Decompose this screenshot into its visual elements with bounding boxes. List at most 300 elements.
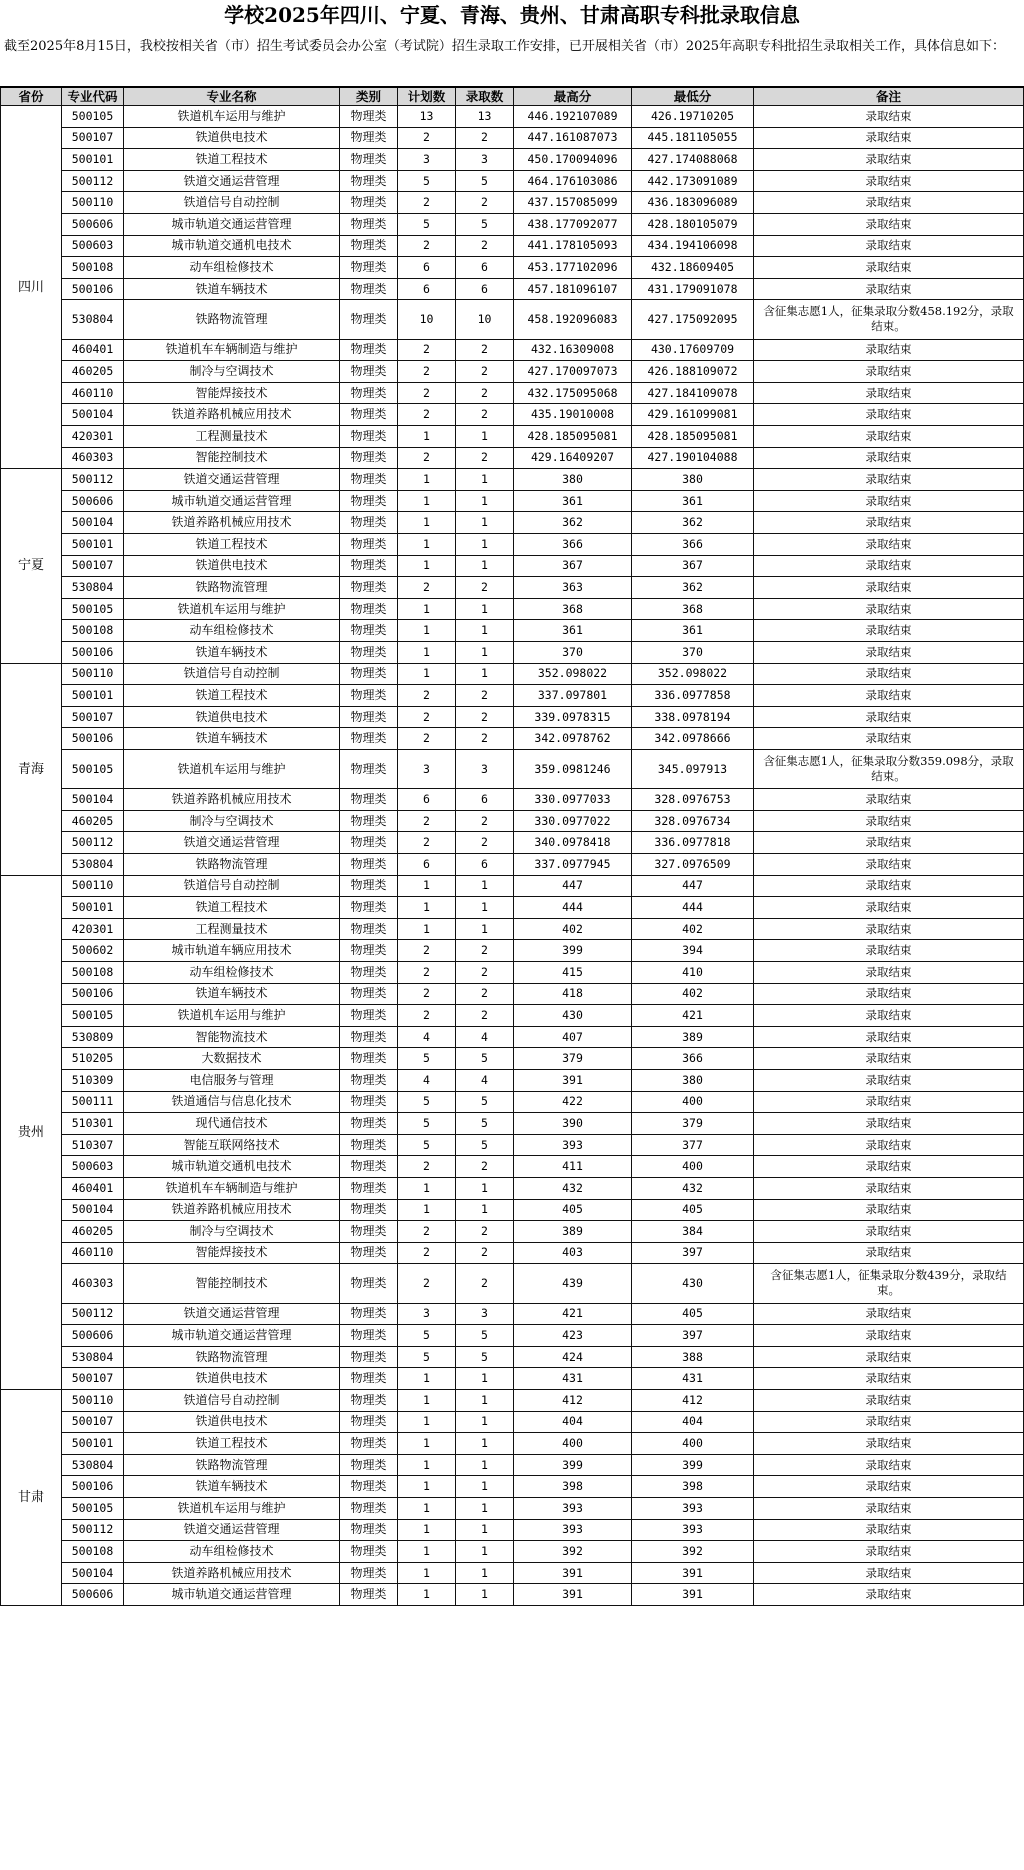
max-score-cell: 431 xyxy=(514,1368,632,1390)
category-cell: 物理类 xyxy=(340,1304,398,1326)
major-code-cell: 500112 xyxy=(62,171,124,193)
min-score-cell: 379 xyxy=(632,1113,754,1135)
major-code-cell: 500112 xyxy=(62,1520,124,1542)
plan-count-cell: 2 xyxy=(398,940,456,962)
max-score-cell: 453.177102096 xyxy=(514,257,632,279)
plan-count-cell: 2 xyxy=(398,811,456,833)
remark-cell: 录取结束 xyxy=(754,919,1024,941)
plan-count-cell: 1 xyxy=(398,897,456,919)
category-cell: 物理类 xyxy=(340,1200,398,1222)
admit-count-cell: 1 xyxy=(456,1584,514,1606)
major-code-cell: 500106 xyxy=(62,728,124,750)
category-cell: 物理类 xyxy=(340,664,398,686)
major-name-cell: 铁道工程技术 xyxy=(124,685,340,707)
major-code-cell: 510205 xyxy=(62,1048,124,1070)
category-cell: 物理类 xyxy=(340,832,398,854)
admit-count-cell: 2 xyxy=(456,1221,514,1243)
plan-count-cell: 1 xyxy=(398,876,456,898)
admit-count-cell: 3 xyxy=(456,750,514,789)
max-score-cell: 389 xyxy=(514,1221,632,1243)
major-name-cell: 现代通信技术 xyxy=(124,1113,340,1135)
plan-count-cell: 1 xyxy=(398,1390,456,1412)
max-score-cell: 447.161087073 xyxy=(514,128,632,150)
plan-count-cell: 5 xyxy=(398,1135,456,1157)
major-code-cell: 500105 xyxy=(62,750,124,789)
max-score-cell: 407 xyxy=(514,1027,632,1049)
major-code-cell: 500108 xyxy=(62,1541,124,1563)
admit-count-cell: 1 xyxy=(456,534,514,556)
major-name-cell: 铁道交通运营管理 xyxy=(124,832,340,854)
category-cell: 物理类 xyxy=(340,149,398,171)
remark-cell: 录取结束 xyxy=(754,1005,1024,1027)
remark-cell: 含征集志愿1人，征集录取分数458.192分，录取结束。 xyxy=(754,300,1024,339)
major-name-cell: 智能焊接技术 xyxy=(124,1243,340,1265)
max-score-cell: 391 xyxy=(514,1563,632,1585)
admit-count-cell: 2 xyxy=(456,984,514,1006)
category-cell: 物理类 xyxy=(340,426,398,448)
admit-count-cell: 2 xyxy=(456,1264,514,1303)
max-score-cell: 405 xyxy=(514,1200,632,1222)
remark-cell: 录取结束 xyxy=(754,1027,1024,1049)
category-cell: 物理类 xyxy=(340,577,398,599)
admit-count-cell: 1 xyxy=(456,919,514,941)
category-cell: 物理类 xyxy=(340,1563,398,1585)
plan-count-cell: 2 xyxy=(398,707,456,729)
major-code-cell: 500606 xyxy=(62,214,124,236)
category-cell: 物理类 xyxy=(340,1520,398,1542)
remark-cell: 录取结束 xyxy=(754,664,1024,686)
major-code-cell: 460110 xyxy=(62,383,124,405)
major-code-cell: 500106 xyxy=(62,642,124,664)
remark-cell: 录取结束 xyxy=(754,1243,1024,1265)
major-name-cell: 城市轨道交通运营管理 xyxy=(124,1325,340,1347)
category-cell: 物理类 xyxy=(340,707,398,729)
category-cell: 物理类 xyxy=(340,642,398,664)
admit-count-cell: 2 xyxy=(456,361,514,383)
major-name-cell: 铁道机车运用与维护 xyxy=(124,106,340,128)
major-code-cell: 500108 xyxy=(62,620,124,642)
max-score-cell: 437.157085099 xyxy=(514,192,632,214)
major-name-cell: 铁路物流管理 xyxy=(124,1455,340,1477)
category-cell: 物理类 xyxy=(340,1048,398,1070)
major-code-cell: 500107 xyxy=(62,707,124,729)
admission-table xyxy=(0,86,1024,1870)
remark-cell: 录取结束 xyxy=(754,171,1024,193)
max-score-cell: 359.0981246 xyxy=(514,750,632,789)
remark-cell: 录取结束 xyxy=(754,128,1024,150)
major-code-cell: 500107 xyxy=(62,1368,124,1390)
category-cell: 物理类 xyxy=(340,1476,398,1498)
major-code-cell: 510309 xyxy=(62,1070,124,1092)
admit-count-cell: 1 xyxy=(456,512,514,534)
remark-cell: 录取结束 xyxy=(754,1048,1024,1070)
plan-count-cell: 2 xyxy=(398,340,456,362)
max-score-cell: 435.19010008 xyxy=(514,404,632,426)
max-score-cell: 411 xyxy=(514,1156,632,1178)
major-code-cell: 530804 xyxy=(62,300,124,339)
admit-count-cell: 5 xyxy=(456,1325,514,1347)
remark-cell: 录取结束 xyxy=(754,599,1024,621)
remark-cell: 录取结束 xyxy=(754,1476,1024,1498)
plan-count-cell: 1 xyxy=(398,1520,456,1542)
intro-paragraph: 截至2025年8月15日，我校按相关省（市）招生考试委员会办公室（考试院）招生录取工作安排，已开展相关省（市）2025年高职专科批招生录取相关工作，具体信息如下： xyxy=(4,39,1005,54)
major-name-cell: 铁道机车运用与维护 xyxy=(124,599,340,621)
min-score-cell: 410 xyxy=(632,962,754,984)
min-score-cell: 427.174088068 xyxy=(632,149,754,171)
remark-cell: 录取结束 xyxy=(754,1520,1024,1542)
admit-count-cell: 1 xyxy=(456,1498,514,1520)
admit-count-cell: 1 xyxy=(456,491,514,513)
plan-count-cell: 1 xyxy=(398,469,456,491)
remark-cell: 录取结束 xyxy=(754,1092,1024,1114)
category-cell: 物理类 xyxy=(340,257,398,279)
admit-count-cell: 1 xyxy=(456,664,514,686)
max-score-cell: 368 xyxy=(514,599,632,621)
province-cell: 青海 xyxy=(0,664,62,876)
major-name-cell: 制冷与空调技术 xyxy=(124,811,340,833)
min-score-cell: 380 xyxy=(632,469,754,491)
min-score-cell: 370 xyxy=(632,642,754,664)
admit-count-cell: 6 xyxy=(456,279,514,301)
min-score-cell: 367 xyxy=(632,556,754,578)
plan-count-cell: 1 xyxy=(398,1563,456,1585)
min-score-cell: 400 xyxy=(632,1156,754,1178)
major-name-cell: 铁道供电技术 xyxy=(124,556,340,578)
plan-count-cell: 1 xyxy=(398,1455,456,1477)
admit-count-cell: 2 xyxy=(456,832,514,854)
category-cell: 物理类 xyxy=(340,750,398,789)
min-score-cell: 444 xyxy=(632,897,754,919)
admit-count-cell: 2 xyxy=(456,1005,514,1027)
max-score-cell: 399 xyxy=(514,940,632,962)
major-code-cell: 500105 xyxy=(62,1498,124,1520)
max-score-cell: 330.0977033 xyxy=(514,789,632,811)
plan-count-cell: 5 xyxy=(398,171,456,193)
major-name-cell: 铁道车辆技术 xyxy=(124,279,340,301)
column-header: 专业名称 xyxy=(124,88,340,106)
remark-cell: 录取结束 xyxy=(754,236,1024,258)
major-name-cell: 铁道供电技术 xyxy=(124,1412,340,1434)
category-cell: 物理类 xyxy=(340,1178,398,1200)
major-code-cell: 500104 xyxy=(62,1563,124,1585)
min-score-cell: 412 xyxy=(632,1390,754,1412)
plan-count-cell: 1 xyxy=(398,620,456,642)
min-score-cell: 328.0976753 xyxy=(632,789,754,811)
admit-count-cell: 1 xyxy=(456,897,514,919)
major-name-cell: 铁道养路机械应用技术 xyxy=(124,1200,340,1222)
plan-count-cell: 2 xyxy=(398,1005,456,1027)
major-code-cell: 500110 xyxy=(62,1390,124,1412)
major-code-cell: 460303 xyxy=(62,1264,124,1303)
column-header: 最低分 xyxy=(632,88,754,106)
category-cell: 物理类 xyxy=(340,1092,398,1114)
admit-count-cell: 1 xyxy=(456,876,514,898)
min-score-cell: 361 xyxy=(632,491,754,513)
major-name-cell: 铁路物流管理 xyxy=(124,300,340,339)
category-cell: 物理类 xyxy=(340,1221,398,1243)
category-cell: 物理类 xyxy=(340,984,398,1006)
min-score-cell: 336.0977858 xyxy=(632,685,754,707)
remark-cell: 录取结束 xyxy=(754,620,1024,642)
min-score-cell: 434.194106098 xyxy=(632,236,754,258)
major-name-cell: 城市轨道交通机电技术 xyxy=(124,1156,340,1178)
major-name-cell: 智能互联网络技术 xyxy=(124,1135,340,1157)
category-cell: 物理类 xyxy=(340,1325,398,1347)
min-score-cell: 405 xyxy=(632,1304,754,1326)
major-code-cell: 500101 xyxy=(62,534,124,556)
min-score-cell: 436.183096089 xyxy=(632,192,754,214)
category-cell: 物理类 xyxy=(340,1541,398,1563)
min-score-cell: 336.0977818 xyxy=(632,832,754,854)
admit-count-cell: 5 xyxy=(456,1048,514,1070)
min-score-cell: 362 xyxy=(632,512,754,534)
major-code-cell: 460303 xyxy=(62,448,124,470)
plan-count-cell: 1 xyxy=(398,1541,456,1563)
min-score-cell: 366 xyxy=(632,534,754,556)
remark-cell: 录取结束 xyxy=(754,1390,1024,1412)
category-cell: 物理类 xyxy=(340,940,398,962)
admit-count-cell: 6 xyxy=(456,854,514,876)
admit-count-cell: 5 xyxy=(456,214,514,236)
plan-count-cell: 3 xyxy=(398,750,456,789)
remark-cell: 录取结束 xyxy=(754,512,1024,534)
plan-count-cell: 2 xyxy=(398,361,456,383)
plan-count-cell: 1 xyxy=(398,1178,456,1200)
max-score-cell: 393 xyxy=(514,1135,632,1157)
plan-count-cell: 10 xyxy=(398,300,456,339)
max-score-cell: 429.16409207 xyxy=(514,448,632,470)
min-score-cell: 402 xyxy=(632,919,754,941)
max-score-cell: 421 xyxy=(514,1304,632,1326)
remark-cell: 录取结束 xyxy=(754,1541,1024,1563)
major-code-cell: 460205 xyxy=(62,361,124,383)
major-name-cell: 铁道工程技术 xyxy=(124,534,340,556)
major-name-cell: 铁道车辆技术 xyxy=(124,728,340,750)
category-cell: 物理类 xyxy=(340,361,398,383)
admit-count-cell: 10 xyxy=(456,300,514,339)
plan-count-cell: 1 xyxy=(398,491,456,513)
admit-count-cell: 5 xyxy=(456,1347,514,1369)
plan-count-cell: 1 xyxy=(398,426,456,448)
category-cell: 物理类 xyxy=(340,236,398,258)
admit-count-cell: 1 xyxy=(456,426,514,448)
category-cell: 物理类 xyxy=(340,383,398,405)
max-score-cell: 402 xyxy=(514,919,632,941)
max-score-cell: 398 xyxy=(514,1476,632,1498)
admit-count-cell: 5 xyxy=(456,1135,514,1157)
category-cell: 物理类 xyxy=(340,854,398,876)
remark-cell: 录取结束 xyxy=(754,534,1024,556)
admit-count-cell: 1 xyxy=(456,1390,514,1412)
major-name-cell: 铁道交通运营管理 xyxy=(124,1520,340,1542)
max-score-cell: 337.0977945 xyxy=(514,854,632,876)
admit-count-cell: 1 xyxy=(456,1200,514,1222)
plan-count-cell: 2 xyxy=(398,236,456,258)
admit-count-cell: 1 xyxy=(456,599,514,621)
remark-cell: 录取结束 xyxy=(754,789,1024,811)
admit-count-cell: 1 xyxy=(456,1455,514,1477)
max-score-cell: 363 xyxy=(514,577,632,599)
plan-count-cell: 2 xyxy=(398,404,456,426)
plan-count-cell: 1 xyxy=(398,919,456,941)
category-cell: 物理类 xyxy=(340,897,398,919)
major-name-cell: 铁道工程技术 xyxy=(124,1433,340,1455)
plan-count-cell: 1 xyxy=(398,664,456,686)
remark-cell: 录取结束 xyxy=(754,361,1024,383)
major-code-cell: 500606 xyxy=(62,1325,124,1347)
province-cell: 贵州 xyxy=(0,876,62,1390)
category-cell: 物理类 xyxy=(340,192,398,214)
max-score-cell: 450.170094096 xyxy=(514,149,632,171)
max-score-cell: 424 xyxy=(514,1347,632,1369)
admit-count-cell: 5 xyxy=(456,1113,514,1135)
plan-count-cell: 3 xyxy=(398,149,456,171)
category-cell: 物理类 xyxy=(340,556,398,578)
admit-count-cell: 1 xyxy=(456,556,514,578)
category-cell: 物理类 xyxy=(340,1264,398,1303)
major-code-cell: 530804 xyxy=(62,1347,124,1369)
category-cell: 物理类 xyxy=(340,1005,398,1027)
major-code-cell: 500104 xyxy=(62,512,124,534)
min-score-cell: 392 xyxy=(632,1541,754,1563)
remark-cell: 录取结束 xyxy=(754,404,1024,426)
max-score-cell: 361 xyxy=(514,491,632,513)
max-score-cell: 457.181096107 xyxy=(514,279,632,301)
max-score-cell: 438.177092077 xyxy=(514,214,632,236)
remark-cell: 录取结束 xyxy=(754,383,1024,405)
remark-cell: 录取结束 xyxy=(754,1156,1024,1178)
remark-cell: 录取结束 xyxy=(754,897,1024,919)
admit-count-cell: 1 xyxy=(456,1563,514,1585)
major-code-cell: 500101 xyxy=(62,897,124,919)
max-score-cell: 380 xyxy=(514,469,632,491)
max-score-cell: 337.097801 xyxy=(514,685,632,707)
plan-count-cell: 1 xyxy=(398,1498,456,1520)
max-score-cell: 352.098022 xyxy=(514,664,632,686)
category-cell: 物理类 xyxy=(340,512,398,534)
max-score-cell: 415 xyxy=(514,962,632,984)
major-name-cell: 铁道车辆技术 xyxy=(124,642,340,664)
plan-count-cell: 2 xyxy=(398,962,456,984)
admit-count-cell: 2 xyxy=(456,383,514,405)
remark-cell: 录取结束 xyxy=(754,1200,1024,1222)
min-score-cell: 362 xyxy=(632,577,754,599)
remark-cell: 录取结束 xyxy=(754,962,1024,984)
major-code-cell: 500107 xyxy=(62,556,124,578)
major-code-cell: 500104 xyxy=(62,1200,124,1222)
plan-count-cell: 5 xyxy=(398,1113,456,1135)
major-name-cell: 动车组检修技术 xyxy=(124,962,340,984)
min-score-cell: 428.185095081 xyxy=(632,426,754,448)
min-score-cell: 404 xyxy=(632,1412,754,1434)
major-name-cell: 城市轨道交通运营管理 xyxy=(124,491,340,513)
major-name-cell: 铁道车辆技术 xyxy=(124,984,340,1006)
remark-cell: 录取结束 xyxy=(754,577,1024,599)
min-score-cell: 338.0978194 xyxy=(632,707,754,729)
major-name-cell: 制冷与空调技术 xyxy=(124,361,340,383)
plan-count-cell: 1 xyxy=(398,1433,456,1455)
max-score-cell: 391 xyxy=(514,1584,632,1606)
major-name-cell: 铁道供电技术 xyxy=(124,707,340,729)
major-code-cell: 500606 xyxy=(62,491,124,513)
remark-cell: 录取结束 xyxy=(754,811,1024,833)
remark-cell: 录取结束 xyxy=(754,1347,1024,1369)
major-code-cell: 530804 xyxy=(62,1455,124,1477)
major-name-cell: 铁道供电技术 xyxy=(124,128,340,150)
column-header: 备注 xyxy=(754,88,1024,106)
min-score-cell: 389 xyxy=(632,1027,754,1049)
min-score-cell: 368 xyxy=(632,599,754,621)
min-score-cell: 398 xyxy=(632,1476,754,1498)
remark-cell: 录取结束 xyxy=(754,642,1024,664)
max-score-cell: 428.185095081 xyxy=(514,426,632,448)
category-cell: 物理类 xyxy=(340,962,398,984)
major-name-cell: 铁道机车车辆制造与维护 xyxy=(124,1178,340,1200)
min-score-cell: 426.188109072 xyxy=(632,361,754,383)
major-code-cell: 460110 xyxy=(62,1243,124,1265)
admit-count-cell: 1 xyxy=(456,642,514,664)
major-name-cell: 工程测量技术 xyxy=(124,426,340,448)
plan-count-cell: 1 xyxy=(398,556,456,578)
remark-cell: 录取结束 xyxy=(754,448,1024,470)
max-score-cell: 404 xyxy=(514,1412,632,1434)
plan-count-cell: 1 xyxy=(398,512,456,534)
page-title: 学校2025年四川、宁夏、青海、贵州、甘肃高职专科批录取信息 xyxy=(224,3,800,27)
max-score-cell: 362 xyxy=(514,512,632,534)
plan-count-cell: 6 xyxy=(398,789,456,811)
admit-count-cell: 6 xyxy=(456,789,514,811)
category-cell: 物理类 xyxy=(340,685,398,707)
category-cell: 物理类 xyxy=(340,214,398,236)
min-score-cell: 352.098022 xyxy=(632,664,754,686)
plan-count-cell: 1 xyxy=(398,1368,456,1390)
major-name-cell: 铁道信号自动控制 xyxy=(124,876,340,898)
admit-count-cell: 5 xyxy=(456,171,514,193)
category-cell: 物理类 xyxy=(340,1455,398,1477)
column-header: 计划数 xyxy=(398,88,456,106)
remark-cell: 录取结束 xyxy=(754,1113,1024,1135)
admit-count-cell: 1 xyxy=(456,1476,514,1498)
major-code-cell: 500110 xyxy=(62,664,124,686)
min-score-cell: 391 xyxy=(632,1563,754,1585)
remark-cell: 录取结束 xyxy=(754,1304,1024,1326)
plan-count-cell: 5 xyxy=(398,214,456,236)
major-code-cell: 500107 xyxy=(62,128,124,150)
min-score-cell: 426.19710205 xyxy=(632,106,754,128)
major-name-cell: 铁道交通运营管理 xyxy=(124,171,340,193)
admit-count-cell: 1 xyxy=(456,1433,514,1455)
max-score-cell: 439 xyxy=(514,1264,632,1303)
major-code-cell: 510301 xyxy=(62,1113,124,1135)
category-cell: 物理类 xyxy=(340,1113,398,1135)
remark-cell: 录取结束 xyxy=(754,1563,1024,1585)
major-code-cell: 530809 xyxy=(62,1027,124,1049)
category-cell: 物理类 xyxy=(340,448,398,470)
major-code-cell: 500106 xyxy=(62,1476,124,1498)
category-cell: 物理类 xyxy=(340,1027,398,1049)
major-name-cell: 铁道信号自动控制 xyxy=(124,664,340,686)
plan-count-cell: 1 xyxy=(398,1200,456,1222)
column-header: 最高分 xyxy=(514,88,632,106)
plan-count-cell: 1 xyxy=(398,534,456,556)
admit-count-cell: 2 xyxy=(456,685,514,707)
major-name-cell: 铁道机车运用与维护 xyxy=(124,1498,340,1520)
category-cell: 物理类 xyxy=(340,171,398,193)
plan-count-cell: 2 xyxy=(398,685,456,707)
category-cell: 物理类 xyxy=(340,1243,398,1265)
max-score-cell: 432.16309008 xyxy=(514,340,632,362)
major-code-cell: 500112 xyxy=(62,1304,124,1326)
